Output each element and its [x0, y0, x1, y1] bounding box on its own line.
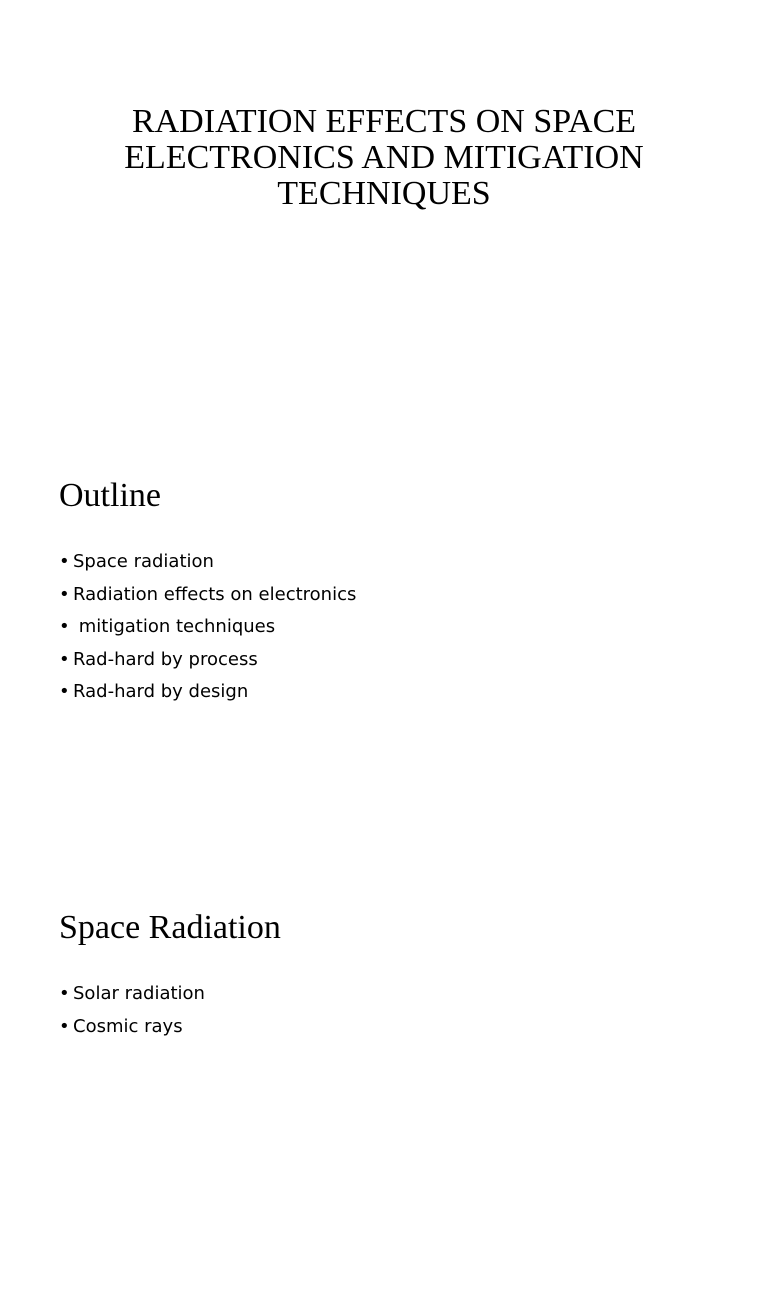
bullet-item — [59, 676, 356, 709]
bullet-icon: • — [59, 583, 70, 605]
bullet-item — [59, 611, 356, 644]
bullet-text: Rad-hard by design — [73, 681, 249, 702]
bullet-icon: • — [59, 1015, 70, 1037]
bullet-icon: • — [59, 648, 70, 670]
bullet-item — [59, 644, 356, 677]
bullet-text: Radiation effects on electronics — [73, 583, 357, 605]
bullet-item — [59, 546, 356, 579]
bullet-text: Cosmic rays — [73, 1015, 183, 1037]
bullet-text: mitigation techniques — [73, 616, 276, 637]
bullet-item — [59, 978, 205, 1011]
bullet-text: Rad-hard by process — [73, 648, 258, 670]
bullet-icon: • — [59, 616, 70, 637]
presentation-title: RADIATION EFFECTS ON SPACE ELECTRONICS AND MITIGATION TECHNIQUES — [124, 103, 644, 212]
slide-heading-space-radiation: Space Radiation — [59, 909, 281, 946]
bullet-text: Solar radiation — [73, 983, 205, 1004]
outline-bullet-list — [59, 546, 356, 709]
title-slide — [0, 0, 768, 432]
slide-heading-outline: Outline — [59, 477, 161, 514]
outline-slide — [0, 432, 768, 864]
bullet-icon: • — [59, 983, 70, 1004]
bullet-item — [59, 579, 356, 612]
space-radiation-bullet-list — [59, 978, 205, 1043]
bullet-icon: • — [59, 551, 70, 572]
bullet-item — [59, 1011, 205, 1044]
space-radiation-slide — [0, 864, 768, 1296]
bullet-text: Space radiation — [73, 551, 214, 572]
bullet-icon: • — [59, 681, 70, 702]
